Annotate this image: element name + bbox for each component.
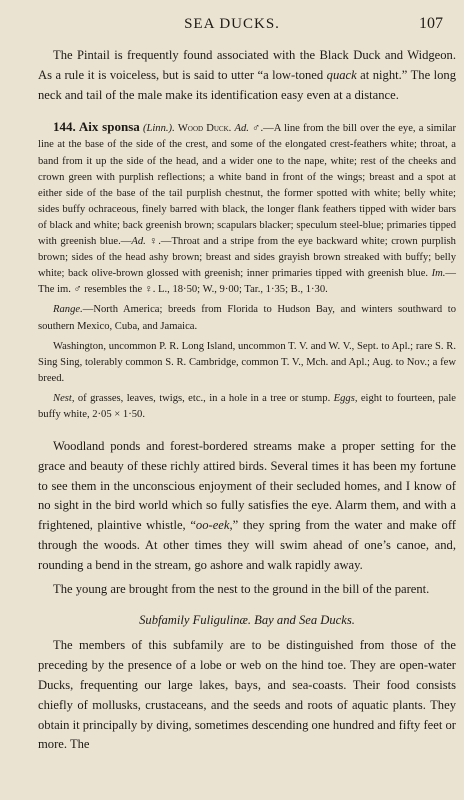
subfamily-paragraph: The members of this subfamily are to be distinguished from those of the preceding by the presence of a lobe or web on the hind toe. They are open-water Ducks, frequenting our large lakes, bays, and sea-coasts. Their food consists chiefly of mollusks, crustaceans, and the seeds and roots of aquatic plants. They obtain it principally by diving, sometimes descending one hundred and fifty feet or more. The bbox=[38, 638, 456, 752]
call-word: oo-eek, bbox=[195, 518, 233, 533]
narrative-text-2: ” they spring from the water and make off through the woods. At other times they will swim ahead of one’s canoe, and, rounding a bend in the stream, go ashore and walk rapidly away. bbox=[38, 518, 456, 572]
nest-label: Nest, bbox=[53, 392, 75, 404]
narrative-paragraph bbox=[38, 437, 456, 576]
species-common-name: Wood Duck. bbox=[177, 123, 232, 135]
eggs-label: Eggs, bbox=[333, 392, 358, 404]
intro-text-1: The Pintail is frequently found associated with the Black Duck and Widgeon. As a rule it is voiceless, but is said to utter “a low-toned bbox=[38, 48, 456, 82]
page-header bbox=[0, 14, 464, 38]
immature-description: —The im. ♂ resembles the ♀. L., 18·50; W., 9·00; Tar., 1·35; B., 1·30. bbox=[38, 268, 456, 296]
range-label: Range. bbox=[53, 304, 83, 316]
eggs-text: eight to fourteen, pale buffy white, 2·05 × 1·50. bbox=[38, 392, 456, 420]
young-paragraph: The young are brought from the nest to the ground in the bill of the parent. bbox=[53, 581, 430, 596]
page-number: 107 bbox=[419, 15, 443, 32]
intro-text-2: at night.” The long neck and tail of the male make its identification easy even at a distance. bbox=[38, 67, 456, 102]
female-description: ♀.—Throat and a stripe from the eye backward white; crown purplish brown; sides of the head ashy brown; breast and sides grayish brown streaked with buffy; belly white; back olive-brown glossed with greenish; inner primaries tipped with greenish blue. bbox=[38, 236, 456, 280]
immature-label: Im. bbox=[431, 268, 446, 280]
narrative-text-1: Woodland ponds and forest-bordered streams make a proper setting for the grace and beauty of these richly attired birds. Several times it has been my fortune to see them in the unconscious enjoyment of their secluded homes, and I know of no sight in the bird world which so fully satisfies the eye. Alarm them, and with a frightened, plaintive whistle, “ bbox=[38, 439, 456, 533]
intro-paragraph bbox=[38, 46, 456, 105]
running-title: SEA DUCKS. bbox=[184, 16, 280, 32]
nest-paragraph bbox=[38, 391, 456, 423]
nest-text: of grasses, leaves, twigs, etc., in a hole in a tree or stump. bbox=[74, 392, 334, 404]
species-name: Aix sponsa bbox=[78, 119, 140, 135]
species-authority: (Linn.). bbox=[142, 123, 175, 135]
species-account bbox=[38, 119, 456, 298]
male-description: ♂.—A line from the bill over the eye, a similar line at the base of the side of the crest, and some of the elongated crest-feathers white; throat, a band from it up the side of the head, and a wider one to the nape, white; rest of the cheeks and crown green with purplish reflections; a white band in front of the wings; breast and a spot at either side of the base of the tail purplish chestnut, the former spotted with white; belly white; sides buffy ochraceous, finely barred with black, the longer flank feathers tipped with wider bars of black and white; back greenish brown; scapulars blacker; speculum steel-blue; primaries tipped with greenish blue.— bbox=[38, 123, 457, 248]
page-body bbox=[38, 46, 456, 755]
local-records: Washington, uncommon P. R. Long Island, uncommon T. V. and W. V., Sept. to Apl.; rare S. R. Sing Sing, tolerably common S. R. Cambridge, common T. V., Mch. and Apl.; Aug. to Nov.; a few breed. bbox=[38, 340, 456, 384]
range-paragraph bbox=[38, 302, 456, 334]
adult-label: Ad. bbox=[234, 123, 249, 135]
range-text: —North America; breeds from Florida to Hudson Bay, and winters southward to southern Mexico, Cuba, and Jamaica. bbox=[38, 304, 456, 332]
subfamily-heading: Subfamily Fuligulinæ. Bay and Sea Ducks. bbox=[139, 613, 355, 628]
adult-label-2: Ad. bbox=[131, 236, 146, 248]
species-number: 144. bbox=[53, 119, 76, 135]
quack-word: quack bbox=[326, 67, 357, 82]
